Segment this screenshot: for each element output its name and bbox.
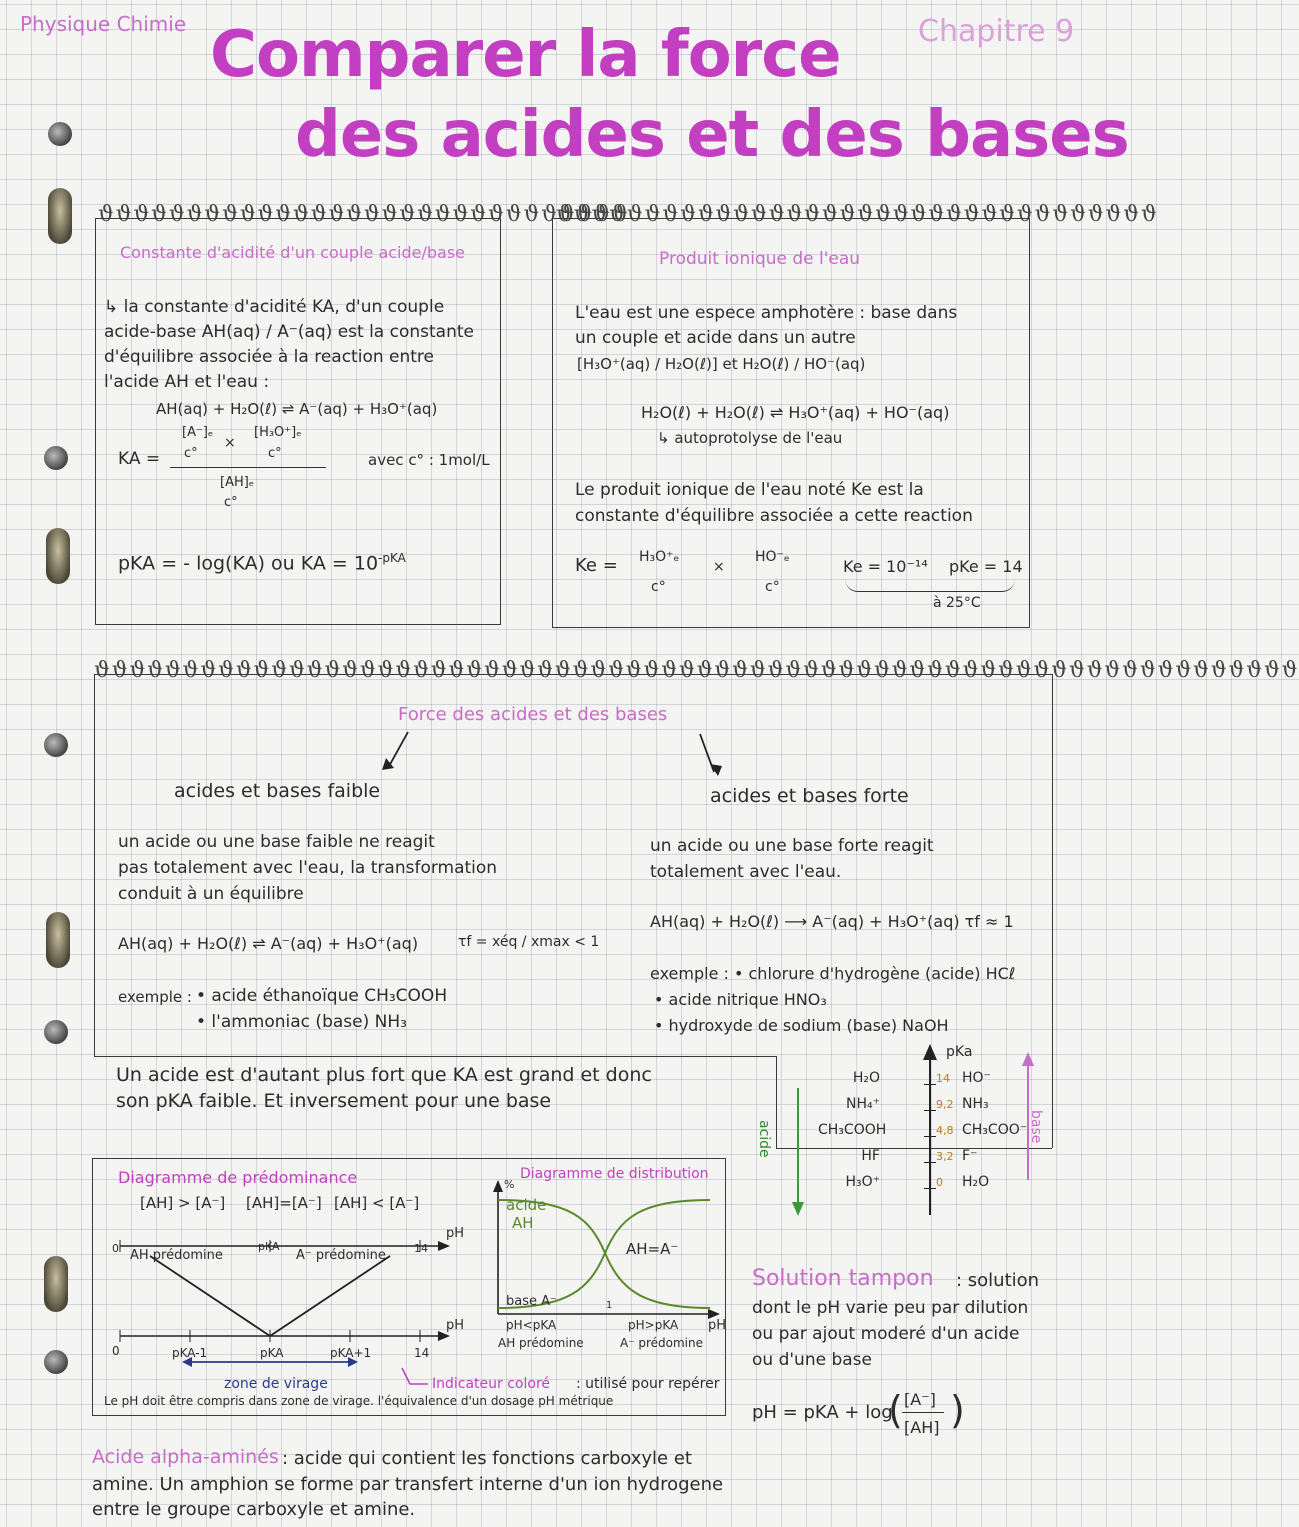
text-line: un acide ou une base faible ne reagit — [118, 832, 435, 852]
ionic-product-card — [552, 218, 1030, 628]
card-heading: Constante d'acidité d'un couple acide/base — [120, 243, 466, 262]
equal-point-label: AH=A⁻ — [626, 1240, 679, 1258]
weak-title: acides et bases faible — [174, 780, 381, 802]
scale-acid: H₃O⁺ — [845, 1174, 880, 1190]
card-border-bottom — [94, 1056, 776, 1058]
section-heading: Force des acides et des bases — [398, 704, 668, 725]
tick-label: 14 — [414, 1242, 428, 1255]
text-line: constante d'équilibre associée a cette reaction — [575, 506, 973, 526]
card-heading: Produit ionique de l'eau — [659, 249, 861, 269]
strong-title: acides et bases forte — [710, 785, 909, 807]
region-label: AH prédomine — [130, 1248, 223, 1263]
text-line: [H₃O⁺(aq) / H₂O(ℓ)] et H₂O(ℓ) / HO⁻(aq) — [577, 355, 866, 373]
scale-tick — [924, 1110, 936, 1111]
region-label: A⁻ prédomine — [620, 1336, 703, 1350]
base-axis-label: base — [1028, 1110, 1044, 1144]
region-label: A⁻ prédomine — [296, 1248, 386, 1263]
temperature-note: à 25°C — [933, 595, 981, 611]
zone-label: zone de virage — [224, 1376, 328, 1392]
chapter-label: Chapitre 9 — [918, 14, 1075, 49]
tick-label: pKA — [258, 1240, 280, 1253]
distribution-title: Diagramme de distribution — [520, 1166, 709, 1182]
region-label: AH prédomine — [498, 1336, 584, 1350]
scale-pka-value: 4,8 — [936, 1124, 954, 1137]
text-line: ou par ajout moderé d'un acide — [752, 1324, 1020, 1344]
scale-pka-value: 14 — [936, 1072, 950, 1085]
text-line: entre le groupe carboxyle et amine. — [92, 1499, 416, 1520]
text-line: amine. Un amphion se forme par transfert interne d'un ion hydrogene — [92, 1474, 724, 1495]
times-sign: × — [224, 435, 236, 451]
autoprotolysis-note: ↳ autoprotolyse de l'eau — [657, 429, 843, 447]
spiral-binding: ϑϑϑϑϑϑϑϑϑϑϑϑϑϑϑϑϑϑϑϑϑϑϑϑϑϑϑϑϑϑϑϑϑϑϑϑϑϑϑϑϑϑϑϑϑϑϑϑϑϑϑϑϑϑϑϑϑϑϑϑϑϑϑϑϑϑϑϑ — [94, 658, 1299, 683]
paren: ( — [888, 1388, 903, 1432]
c0: c° — [184, 446, 198, 461]
example-item: • acide nitrique HNO₃ — [654, 990, 827, 1009]
binder-hole — [48, 188, 72, 244]
predominance-relation: [AH] > [A⁻] — [140, 1194, 226, 1212]
scale-tick — [924, 1188, 936, 1189]
acidity-constant-card — [95, 218, 501, 625]
c0: c° — [651, 579, 666, 595]
binder-hole — [44, 1350, 68, 1374]
region-label: pH>pKA — [628, 1318, 679, 1332]
text-line: acide-base AH(aq) / A⁻(aq) est la constante — [104, 322, 474, 342]
c0: c° — [268, 446, 282, 461]
scale-pka-value: 0 — [936, 1176, 943, 1189]
acid-curve-label: AH — [512, 1214, 534, 1232]
conclusion-line: Un acide est d'autant plus fort que KA est grand et donc — [116, 1064, 652, 1086]
binder-hole — [46, 528, 70, 584]
tick-label: 0 — [112, 1242, 119, 1255]
example-item: • acide éthanoïque CH₃COOH — [196, 986, 448, 1006]
predominance-title: Diagramme de prédominance — [118, 1168, 358, 1187]
ph-axis-label: pH — [446, 1226, 465, 1241]
acid-curve-label: acide — [506, 1196, 547, 1214]
text-line: dont le pH varie peu par dilution — [752, 1298, 1029, 1318]
tick-label: 14 — [414, 1346, 430, 1360]
scale-acid: HF — [861, 1148, 880, 1164]
c0: c° — [224, 495, 238, 510]
scale-tick — [924, 1162, 936, 1163]
scale-pka-value: 3,2 — [936, 1150, 954, 1163]
weak-equation: AH(aq) + H₂O(ℓ) ⇌ A⁻(aq) + H₃O⁺(aq) — [118, 934, 419, 953]
scale-acid: H₂O — [852, 1070, 880, 1086]
scale-tick — [924, 1136, 936, 1137]
binder-hole — [44, 1256, 68, 1312]
pka-axis-label: pKa — [946, 1044, 973, 1060]
text-line: Le produit ionique de l'eau noté Ke est la — [575, 480, 924, 500]
ph-axis-label: pH — [446, 1318, 465, 1333]
scale-base: F⁻ — [962, 1148, 978, 1164]
branch-arrows — [370, 724, 730, 784]
fraction-numerator: [A⁻] — [904, 1390, 936, 1409]
text-line: L'eau est une espece amphotère : base dans — [575, 303, 958, 323]
tick-label: pKA+1 — [330, 1346, 372, 1360]
spiral-binding: ϑϑϑϑϑϑϑϑϑϑϑϑϑϑϑϑϑϑϑϑϑϑϑϑϑϑϑϑϑϑϑϑϑϑ — [556, 202, 1159, 227]
text-line: conduit à un équilibre — [118, 884, 304, 904]
text-line: pas totalement avec l'eau, la transformation — [118, 858, 498, 878]
text-line: d'équilibre associée à la reaction entre — [104, 347, 434, 367]
text-line: ↳ la constante d'acidité KA, d'un couple — [104, 297, 445, 317]
c0-note: avec c° : 1mol/L — [368, 451, 490, 469]
equilibrium-equation: AH(aq) + H₂O(ℓ) ⇌ A⁻(aq) + H₃O⁺(aq) — [156, 400, 438, 418]
fraction-bar — [902, 1412, 944, 1413]
tick-label: 1 — [606, 1300, 613, 1311]
predominance-relation: [AH] < [A⁻] — [334, 1194, 420, 1212]
fraction-denominator: [AH] — [904, 1418, 940, 1437]
region-label: pH<pKA — [506, 1318, 557, 1332]
pke-value: pKe = 14 — [949, 557, 1023, 576]
page-title: Comparer la force — [210, 18, 841, 92]
indicator-text: : utilisé pour repérer — [576, 1376, 720, 1392]
amino-title: Acide alpha-aminés — [92, 1446, 279, 1468]
example-item: • hydroxyde de sodium (base) NaOH — [654, 1016, 949, 1035]
c0: c° — [765, 579, 780, 595]
conclusion-line: son pKA faible. Et inversement pour une base — [116, 1090, 552, 1112]
tick-label: 0 — [112, 1344, 120, 1358]
tick-label: pKA-1 — [172, 1346, 208, 1360]
ke-numerator: H₃O⁺ₑ — [639, 549, 680, 565]
text-line: : acide qui contient les fonctions carboxyle et — [282, 1448, 692, 1469]
scale-tick — [924, 1084, 936, 1085]
card-border-right — [1052, 674, 1054, 1148]
tick-label: pKA — [260, 1346, 284, 1360]
scale-base: CH₃COO⁻ — [962, 1122, 1028, 1138]
scale-base: NH₃ — [962, 1096, 989, 1112]
binder-hole — [44, 733, 68, 757]
card-border-left — [94, 674, 96, 1056]
subject-label: Physique Chimie — [20, 12, 187, 36]
times-sign: × — [713, 559, 725, 575]
buffer-title: Solution tampon — [752, 1266, 934, 1291]
text-line: ou d'une base — [752, 1350, 872, 1370]
scale-acid: NH₄⁺ — [845, 1096, 880, 1112]
spiral-binding: ϑϑϑϑϑϑϑϑϑϑϑϑϑϑϑϑϑϑϑϑϑϑϑϑϑϑϑϑϑϑ — [98, 202, 630, 227]
predominance-relation: [AH]=[A⁻] — [246, 1194, 322, 1212]
percent-label: % — [504, 1178, 515, 1191]
text-line: totalement avec l'eau. — [650, 862, 842, 882]
card-border-top — [94, 674, 1052, 676]
binder-hole — [46, 912, 70, 968]
pka-formula: pKA = - log(KA) ou KA = $10^{-pKA}$ — [118, 551, 406, 575]
example-item: exemple : • chlorure d'hydrogène (acide) HCℓ — [650, 964, 1016, 983]
brace — [845, 579, 1015, 592]
acide-axis-label: acide — [756, 1120, 772, 1158]
paren: ) — [950, 1388, 965, 1432]
scale-base: HO⁻ — [962, 1070, 991, 1086]
binder-hole — [44, 446, 68, 470]
base-curve-label: base A⁻ — [506, 1294, 557, 1309]
page-title: des acides et des bases — [295, 98, 1129, 172]
binder-hole — [48, 122, 72, 146]
autoprotolysis-equation: H₂O(ℓ) + H₂O(ℓ) ⇌ H₃O⁺(aq) + HO⁻(aq) — [641, 403, 950, 422]
ke-numerator: HO⁻ₑ — [755, 549, 790, 565]
ke-value: Ke = 10⁻¹⁴ — [843, 557, 928, 576]
strong-equation: AH(aq) + H₂O(ℓ) ⟶ A⁻(aq) + H₃O⁺(aq) τf ≈ 1 — [650, 912, 1014, 931]
ke-label: Ke = — [575, 555, 618, 576]
fraction-bar — [170, 467, 326, 468]
scale-pka-value: 9,2 — [936, 1098, 954, 1111]
buffer-formula: pH = pKA + log — [752, 1402, 893, 1423]
indicator-pointer — [398, 1364, 434, 1392]
ka-label: KA = — [118, 449, 161, 469]
text-line: l'acide AH et l'eau : — [104, 372, 270, 392]
scale-base: H₂O — [962, 1174, 990, 1190]
example-label: exemple : — [118, 988, 192, 1006]
indicator-label: Indicateur coloré — [432, 1376, 551, 1392]
text-line: un couple et acide dans un autre — [575, 328, 856, 348]
example-item: • l'ammoniac (base) NH₃ — [196, 1012, 407, 1032]
binder-hole — [44, 1020, 68, 1044]
text-line: un acide ou une base forte reagit — [650, 836, 934, 856]
tau-formula: τf = xéq / xmax < 1 — [458, 934, 600, 950]
diagram-footnote: Le pH doit être compris dans zone de virage. l'équivalence d'un dosage pH métrique — [104, 1394, 614, 1408]
card-border — [776, 1056, 778, 1148]
scale-acid: CH₃COOH — [818, 1122, 887, 1138]
text-line: : solution — [956, 1270, 1040, 1291]
ph-axis-label: pH — [708, 1318, 727, 1333]
numerator: [H₃O⁺]ₑ — [254, 425, 302, 440]
denominator: [AH]ₑ — [220, 475, 255, 490]
numerator: [A⁻]ₑ — [182, 425, 214, 440]
